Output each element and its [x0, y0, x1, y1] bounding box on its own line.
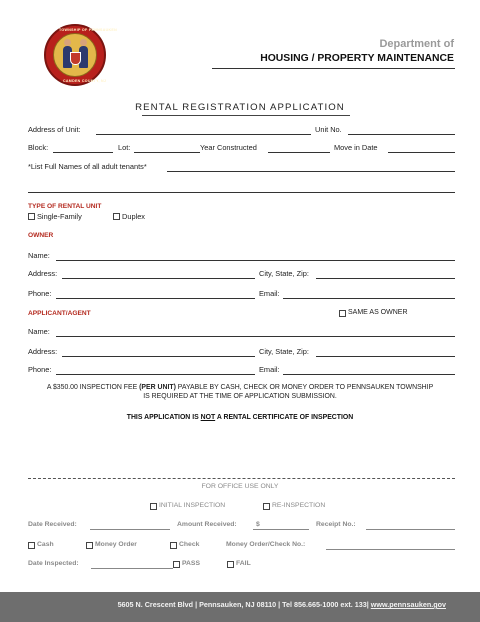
tenants-label: *List Full Names of all adult tenants* — [28, 162, 147, 171]
owner-address-field[interactable] — [62, 278, 255, 279]
department-name: HOUSING / PROPERTY MAINTENANCE — [260, 53, 454, 64]
unit-no-label: Unit No. — [315, 125, 342, 134]
owner-heading: OWNER — [28, 232, 54, 239]
fail-checkbox[interactable] — [227, 561, 234, 568]
applicant-address-field[interactable] — [62, 356, 255, 357]
seal-text-top: TOWNSHIP OF PENNSAUKEN — [59, 28, 117, 32]
money-order-check-no-field[interactable] — [326, 549, 455, 550]
date-inspected-label: Date Inspected: — [28, 560, 79, 567]
fee-notice-line-1 — [0, 384, 480, 391]
money-order-label: Money Order — [95, 541, 137, 548]
footer-website-link[interactable]: www.pennsauken.gov — [370, 600, 446, 609]
initial-inspection-label: INITIAL INSPECTION — [159, 502, 226, 509]
applicant-email-field[interactable] — [283, 374, 455, 375]
form-title: RENTAL REGISTRATION APPLICATION — [135, 102, 345, 113]
type-of-rental-unit-heading: TYPE OF RENTAL UNIT — [28, 203, 102, 210]
address-of-unit-label: Address of Unit: — [28, 125, 81, 134]
cash-label: Cash — [37, 541, 54, 548]
pass-checkbox[interactable] — [173, 561, 180, 568]
initial-inspection-checkbox[interactable] — [150, 503, 157, 510]
receipt-no-field[interactable] — [366, 529, 455, 530]
block-field[interactable] — [53, 152, 113, 153]
year-constructed-label: Year Constructed — [200, 143, 257, 152]
amount-received-label: Amount Received: — [177, 521, 237, 528]
applicant-agent-heading: APPLICANT/AGENT — [28, 310, 91, 317]
unit-no-field[interactable] — [348, 134, 455, 135]
applicant-phone-label: Phone: — [28, 365, 52, 374]
applicant-email-label: Email: — [259, 365, 280, 374]
office-use-heading: FOR OFFICE USE ONLY — [201, 483, 279, 490]
address-of-unit-field[interactable] — [96, 134, 311, 135]
same-as-owner-checkbox[interactable] — [339, 310, 346, 317]
owner-email-field[interactable] — [283, 298, 455, 299]
fail-label: FAIL — [236, 560, 251, 567]
single-family-label: Single-Family — [37, 212, 82, 221]
applicant-address-label: Address: — [28, 347, 58, 356]
footer-address: 5605 N. Crescent Blvd | Pennsauken, NJ 08110 | Tel 856.665-1000 ext. 133| — [117, 600, 371, 609]
pass-label: PASS — [182, 560, 201, 567]
duplex-checkbox[interactable] — [113, 213, 120, 220]
header-rule — [212, 68, 455, 69]
title-underline — [142, 115, 350, 116]
duplex-label: Duplex — [122, 212, 146, 221]
date-received-label: Date Received: — [28, 521, 77, 528]
fee-notice-part-a: A $350.00 INSPECTION FEE — [46, 384, 140, 391]
footer-bar — [0, 592, 480, 622]
township-seal-logo — [44, 24, 117, 86]
owner-email-label: Email: — [259, 289, 280, 298]
re-inspection-checkbox[interactable] — [263, 503, 270, 510]
tenants-field-2[interactable] — [28, 192, 455, 193]
date-received-field[interactable] — [90, 529, 170, 530]
owner-phone-field[interactable] — [56, 298, 255, 299]
block-label: Block: — [28, 143, 49, 152]
applicant-city-state-zip-label: City, State, Zip: — [259, 347, 309, 356]
owner-city-state-zip-label: City, State, Zip: — [259, 269, 309, 278]
check-checkbox[interactable] — [170, 542, 177, 549]
move-in-date-label: Move in Date — [334, 143, 378, 152]
owner-address-label: Address: — [28, 269, 58, 278]
fee-per-unit: (PER UNIT) — [139, 384, 176, 391]
notice-not: NOT — [200, 414, 216, 421]
same-as-owner-label: SAME AS OWNER — [348, 309, 408, 316]
check-label: Check — [179, 541, 200, 548]
date-inspected-field[interactable] — [91, 568, 173, 569]
applicant-city-state-zip-field[interactable] — [316, 356, 455, 357]
fee-notice-line-2: IS REQUIRED AT THE TIME OF APPLICATION SUBMISSION. — [143, 393, 337, 400]
amount-dollar-sign: $ — [256, 521, 260, 528]
notice-part-c: A RENTAL CERTIFICATE OF INSPECTION — [215, 414, 354, 421]
seal-text-bottom: CAMDEN COUNTY, NJ — [63, 79, 107, 83]
lot-field[interactable] — [134, 152, 200, 153]
notice-part-a: THIS APPLICATION IS — [126, 414, 201, 421]
move-in-date-field[interactable] — [388, 152, 455, 153]
office-divider — [28, 478, 455, 479]
receipt-no-label: Receipt No.: — [316, 521, 356, 528]
cash-checkbox[interactable] — [28, 542, 35, 549]
owner-name-field[interactable] — [56, 260, 455, 261]
amount-received-field[interactable] — [253, 529, 309, 530]
not-a-certificate-notice — [0, 414, 480, 421]
lot-label: Lot: — [118, 143, 131, 152]
money-order-check-no-label: Money Order/Check No.: — [226, 541, 306, 548]
money-order-checkbox[interactable] — [86, 542, 93, 549]
applicant-name-label: Name: — [28, 327, 50, 336]
owner-phone-label: Phone: — [28, 289, 52, 298]
year-constructed-field[interactable] — [268, 152, 330, 153]
applicant-name-field[interactable] — [56, 336, 455, 337]
owner-name-label: Name: — [28, 251, 50, 260]
owner-city-state-zip-field[interactable] — [316, 278, 455, 279]
department-line: Department of — [379, 38, 454, 50]
tenants-field-1[interactable] — [167, 171, 455, 172]
fee-notice-part-c: PAYABLE BY CASH, CHECK OR MONEY ORDER TO PENNSAUKEN TOWNSHIP — [175, 384, 434, 391]
footer-contact — [118, 600, 446, 609]
re-inspection-label: RE-INSPECTION — [272, 502, 326, 509]
single-family-checkbox[interactable] — [28, 213, 35, 220]
applicant-phone-field[interactable] — [56, 374, 255, 375]
